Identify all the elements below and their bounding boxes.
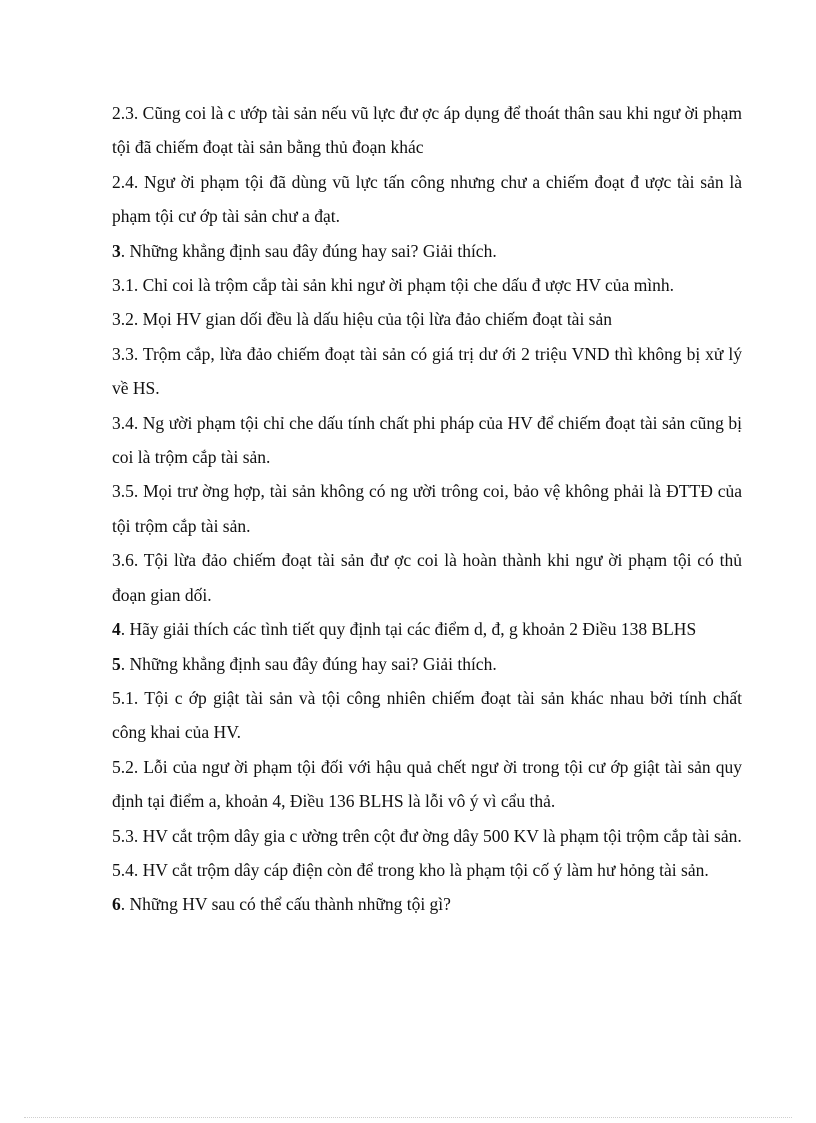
- section-number: 4: [112, 619, 121, 640]
- item-number: 3.2.: [112, 309, 139, 330]
- item-text: Chỉ coi là trộm cắp tài sản khi ngư ời phạm tội che dấu đ ược HV của mình.: [138, 275, 675, 296]
- item-number: 3.1.: [112, 275, 139, 296]
- item-number: 5.4.: [112, 859, 139, 880]
- item-text: Cũng coi là c ướp tài sản nếu vũ lực đư ợc áp dụng để thoát thân sau khi ngư ời phạm tội đã chiếm đoạt tài sản bằng thủ đoạn khác: [112, 103, 742, 158]
- item-text: Mọi HV gian dối đều là dấu hiệu của tội lừa đảo chiếm đoạt tài sản: [138, 309, 613, 330]
- paragraph-5-3: [112, 819, 742, 853]
- paragraph-5-4: [112, 853, 742, 887]
- item-number: 2.3.: [112, 103, 139, 123]
- paragraph-3-5: [112, 474, 742, 543]
- paragraph-5-2: [112, 750, 742, 819]
- item-number: 3.3.: [112, 343, 139, 364]
- paragraph-2-3: [112, 96, 742, 165]
- section-text: . Những khẳng định sau đây đúng hay sai? Giải thích.: [120, 240, 497, 261]
- section-number: 6: [112, 894, 121, 915]
- section-heading-6: [112, 887, 742, 921]
- section-number: 5: [112, 653, 121, 674]
- page-bottom-divider: [24, 1117, 792, 1118]
- item-text: Mọi trư ờng hợp, tài sản không có ng ười trông coi, bảo vệ không phải là ĐTTĐ của tội trộm cắp tài sản.: [112, 481, 742, 536]
- item-number: 5.3.: [112, 825, 139, 846]
- item-number: 2.4.: [112, 171, 139, 192]
- item-number: 3.5.: [112, 481, 139, 502]
- document-page: [112, 96, 742, 922]
- paragraph-2-4: [112, 165, 742, 234]
- section-text: . Hãy giải thích các tình tiết quy định tại các điểm d, đ, g khoản 2 Điều 138 BLHS: [120, 619, 697, 640]
- item-number: 5.1.: [112, 687, 139, 708]
- paragraph-3-6: [112, 543, 742, 612]
- item-number: 3.6.: [112, 550, 139, 571]
- section-heading-5: [112, 647, 742, 681]
- item-text: Ngư ời phạm tội đã dùng vũ lực tấn công nhưng chư a chiếm đoạt đ ược tài sản là phạm tội cư ớp tài sản chư a đạt.: [112, 171, 742, 227]
- item-number: 3.4.: [112, 412, 139, 433]
- item-text: Ng ười phạm tội chỉ che dấu tính chất phi pháp của HV để chiếm đoạt tài sản cũng bị coi là trộm cắp tài sản.: [112, 412, 742, 468]
- paragraph-5-1: [112, 681, 742, 750]
- paragraph-3-4: [112, 406, 742, 475]
- section-number: 3: [112, 240, 121, 261]
- item-text: Trộm cắp, lừa đảo chiếm đoạt tài sản có giá trị dư ới 2 triệu VND thì không bị xử lý về HS.: [112, 343, 742, 399]
- section-heading-4: [112, 612, 742, 646]
- section-text: . Những HV sau có thể cấu thành những tội gì?: [120, 894, 451, 915]
- item-text: Tội c ớp giật tài sản và tội công nhiên chiếm đoạt tài sản khác nhau bởi tính chất công khai của HV.: [112, 687, 742, 743]
- paragraph-3-3: [112, 337, 742, 406]
- item-text: HV cắt trộm dây cáp điện còn để trong kho là phạm tội cố ý làm hư hỏng tài sản.: [138, 859, 709, 880]
- item-text: HV cắt trộm dây gia c ường trên cột đư ờng dây 500 KV là phạm tội trộm cắp tài sản.: [138, 825, 742, 846]
- item-text: Lỗi của ngư ời phạm tội đối với hậu quả chết ngư ời trong tội cư ớp giật tài sản quy định tại điểm a, khoản 4, Điều 136 BLHS là lỗi vô ý vì cẩu thả.: [112, 756, 742, 812]
- paragraph-3-2: [112, 302, 742, 336]
- section-heading-3: [112, 234, 742, 268]
- section-text: . Những khẳng định sau đây đúng hay sai? Giải thích.: [120, 653, 497, 674]
- item-text: Tội lừa đảo chiếm đoạt tài sản đư ợc coi là hoàn thành khi ngư ời phạm tội có thủ đoạn gian dối.: [112, 550, 742, 605]
- item-number: 5.2.: [112, 756, 139, 777]
- paragraph-3-1: [112, 268, 742, 302]
